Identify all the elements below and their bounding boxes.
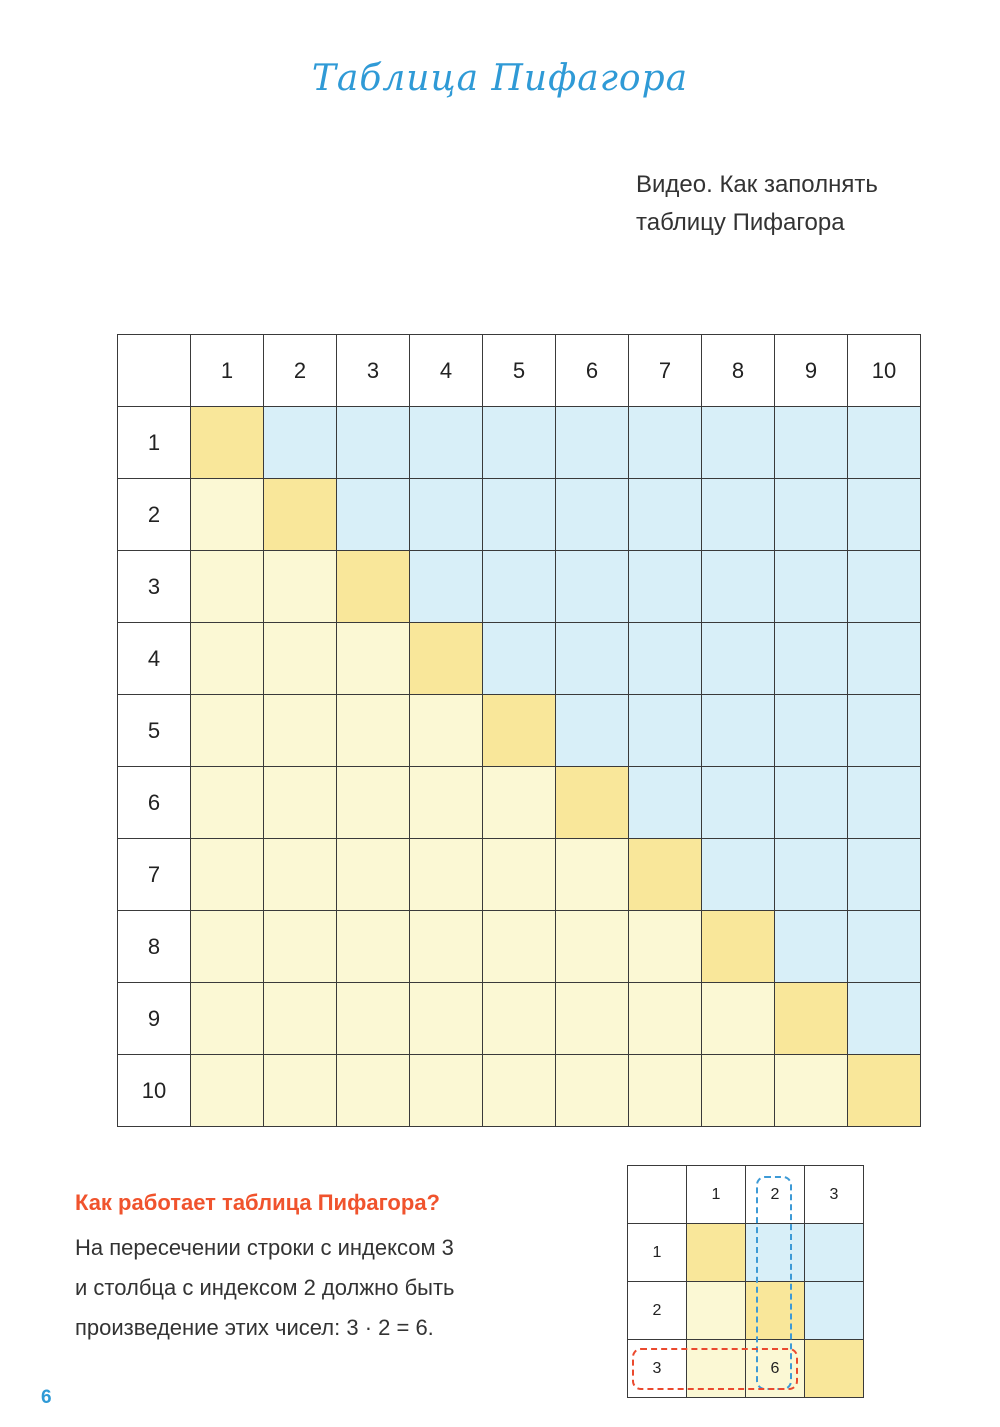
grid-cell-upper	[848, 911, 921, 983]
page-number: 6	[41, 1387, 52, 1408]
row-highlight-frame	[632, 1348, 798, 1390]
grid-cell-lower	[191, 767, 264, 839]
grid-cell-lower	[483, 1055, 556, 1127]
row-header: 10	[118, 1055, 191, 1127]
grid-cell-upper	[775, 767, 848, 839]
grid-cell-lower	[337, 983, 410, 1055]
table-row	[118, 479, 921, 551]
row-header: 3	[118, 551, 191, 623]
column-header: 7	[629, 335, 702, 407]
grid-cell-upper	[556, 407, 629, 479]
grid-cell-upper	[848, 551, 921, 623]
grid-cell-lower	[191, 479, 264, 551]
example-cell-diagonal	[687, 1224, 746, 1282]
table-row	[118, 911, 921, 983]
grid-cell-lower	[483, 911, 556, 983]
grid-cell-upper	[775, 407, 848, 479]
grid-cell-lower	[483, 839, 556, 911]
explanation-text	[75, 1228, 555, 1348]
grid-cell-lower	[191, 839, 264, 911]
grid-cell-upper	[702, 623, 775, 695]
column-header: 2	[746, 1166, 805, 1224]
table-row	[118, 407, 921, 479]
grid-cell-upper	[775, 479, 848, 551]
grid-cell-lower	[337, 767, 410, 839]
row-header: 7	[118, 839, 191, 911]
grid-cell-upper	[483, 407, 556, 479]
grid-cell-diagonal	[848, 1055, 921, 1127]
grid-cell-diagonal	[191, 407, 264, 479]
grid-cell-diagonal	[264, 479, 337, 551]
grid-cell-upper	[848, 479, 921, 551]
grid-cell-lower	[629, 1055, 702, 1127]
grid-cell-lower	[264, 551, 337, 623]
example-cell-upper	[805, 1282, 864, 1340]
grid-cell-lower	[775, 1055, 848, 1127]
row-header: 1	[118, 407, 191, 479]
grid-cell-lower	[410, 839, 483, 911]
grid-cell-diagonal	[410, 623, 483, 695]
grid-cell-lower	[191, 695, 264, 767]
grid-cell-lower	[483, 983, 556, 1055]
grid-cell-lower	[191, 623, 264, 695]
column-header: 10	[848, 335, 921, 407]
grid-cell-upper	[775, 839, 848, 911]
grid-cell-upper	[337, 479, 410, 551]
grid-cell-upper	[848, 695, 921, 767]
table-row	[118, 767, 921, 839]
video-link[interactable]	[636, 166, 966, 242]
grid-cell-upper	[775, 623, 848, 695]
example-cell-lower	[687, 1282, 746, 1340]
grid-cell-lower	[556, 1055, 629, 1127]
column-header: 1	[191, 335, 264, 407]
column-header: 8	[702, 335, 775, 407]
grid-cell-lower	[337, 911, 410, 983]
row-header: 4	[118, 623, 191, 695]
grid-cell-upper	[410, 479, 483, 551]
grid-cell-upper	[702, 695, 775, 767]
explanation-line: и столбца с индексом 2 должно быть	[75, 1275, 455, 1300]
grid-cell-lower	[410, 767, 483, 839]
row-header: 8	[118, 911, 191, 983]
table-row	[118, 839, 921, 911]
corner-cell	[118, 335, 191, 407]
row-header: 2	[628, 1282, 687, 1340]
video-link-line: Видео. Как заполнять	[636, 171, 878, 198]
video-link-line: таблицу Пифагора	[636, 209, 845, 236]
row-header: 2	[118, 479, 191, 551]
grid-cell-upper	[848, 983, 921, 1055]
grid-cell-lower	[264, 911, 337, 983]
pythagoras-table	[117, 334, 921, 1127]
grid-cell-lower	[410, 695, 483, 767]
table-row	[118, 1055, 921, 1127]
grid-cell-lower	[556, 983, 629, 1055]
grid-cell-lower	[191, 911, 264, 983]
grid-cell-upper	[483, 479, 556, 551]
grid-cell-diagonal	[629, 839, 702, 911]
grid-cell-upper	[337, 407, 410, 479]
grid-cell-lower	[702, 983, 775, 1055]
page-title: Таблица Пифагора	[311, 58, 689, 99]
grid-cell-lower	[410, 983, 483, 1055]
grid-cell-lower	[483, 767, 556, 839]
grid-cell-upper	[264, 407, 337, 479]
grid-cell-upper	[629, 767, 702, 839]
corner-cell	[628, 1166, 687, 1224]
grid-cell-upper	[848, 623, 921, 695]
grid-cell-lower	[337, 623, 410, 695]
grid-cell-upper	[848, 767, 921, 839]
table-row	[118, 551, 921, 623]
row-header: 9	[118, 983, 191, 1055]
product-cell: 6	[746, 1340, 805, 1398]
grid-cell-upper	[775, 695, 848, 767]
column-header: 1	[687, 1166, 746, 1224]
grid-cell-upper	[775, 551, 848, 623]
table-row	[628, 1282, 864, 1340]
grid-cell-upper	[629, 551, 702, 623]
grid-cell-upper	[702, 407, 775, 479]
grid-cell-upper	[702, 839, 775, 911]
column-header: 3	[805, 1166, 864, 1224]
grid-cell-lower	[337, 695, 410, 767]
grid-cell-diagonal	[483, 695, 556, 767]
grid-cell-upper	[848, 407, 921, 479]
explanation-line: произведение этих чисел: 3 · 2 = 6.	[75, 1315, 434, 1340]
grid-cell-upper	[702, 767, 775, 839]
grid-cell-upper	[629, 407, 702, 479]
row-header: 3	[628, 1340, 687, 1398]
grid-cell-lower	[264, 767, 337, 839]
grid-cell-upper	[629, 479, 702, 551]
grid-cell-upper	[556, 623, 629, 695]
grid-cell-lower	[337, 839, 410, 911]
grid-cell-lower	[629, 983, 702, 1055]
grid-cell-upper	[556, 695, 629, 767]
table-row	[118, 623, 921, 695]
grid-cell-lower	[702, 1055, 775, 1127]
row-header: 1	[628, 1224, 687, 1282]
row-header: 5	[118, 695, 191, 767]
grid-cell-lower	[410, 1055, 483, 1127]
column-header: 5	[483, 335, 556, 407]
grid-cell-lower	[191, 1055, 264, 1127]
grid-cell-upper	[410, 407, 483, 479]
grid-cell-upper	[702, 551, 775, 623]
column-header: 9	[775, 335, 848, 407]
grid-cell-lower	[629, 911, 702, 983]
example-cell-diagonal	[805, 1340, 864, 1398]
explanation-heading: Как работает таблица Пифагора?	[75, 1190, 440, 1215]
header-row	[118, 335, 921, 407]
table-row	[118, 695, 921, 767]
row-header: 6	[118, 767, 191, 839]
grid-cell-diagonal	[556, 767, 629, 839]
example-cell-upper	[805, 1224, 864, 1282]
grid-cell-upper	[629, 695, 702, 767]
column-header: 6	[556, 335, 629, 407]
grid-cell-lower	[264, 983, 337, 1055]
column-header: 4	[410, 335, 483, 407]
grid-cell-diagonal	[775, 983, 848, 1055]
grid-cell-lower	[264, 1055, 337, 1127]
grid-cell-lower	[337, 1055, 410, 1127]
grid-cell-upper	[702, 479, 775, 551]
header-row	[628, 1166, 864, 1224]
grid-cell-upper	[556, 479, 629, 551]
grid-cell-lower	[264, 695, 337, 767]
grid-cell-lower	[191, 983, 264, 1055]
grid-cell-lower	[264, 839, 337, 911]
grid-cell-lower	[410, 911, 483, 983]
grid-cell-upper	[483, 551, 556, 623]
table-row	[118, 983, 921, 1055]
grid-cell-diagonal	[337, 551, 410, 623]
grid-cell-lower	[264, 623, 337, 695]
table-row	[628, 1224, 864, 1282]
explanation-line: На пересечении строки с индексом 3	[75, 1235, 454, 1260]
grid-cell-diagonal	[702, 911, 775, 983]
grid-cell-lower	[556, 911, 629, 983]
column-header: 2	[264, 335, 337, 407]
grid-cell-upper	[629, 623, 702, 695]
grid-cell-upper	[483, 623, 556, 695]
grid-cell-upper	[410, 551, 483, 623]
grid-cell-lower	[191, 551, 264, 623]
grid-cell-upper	[775, 911, 848, 983]
grid-cell-lower	[556, 839, 629, 911]
grid-cell-upper	[848, 839, 921, 911]
grid-cell-upper	[556, 551, 629, 623]
column-header: 3	[337, 335, 410, 407]
